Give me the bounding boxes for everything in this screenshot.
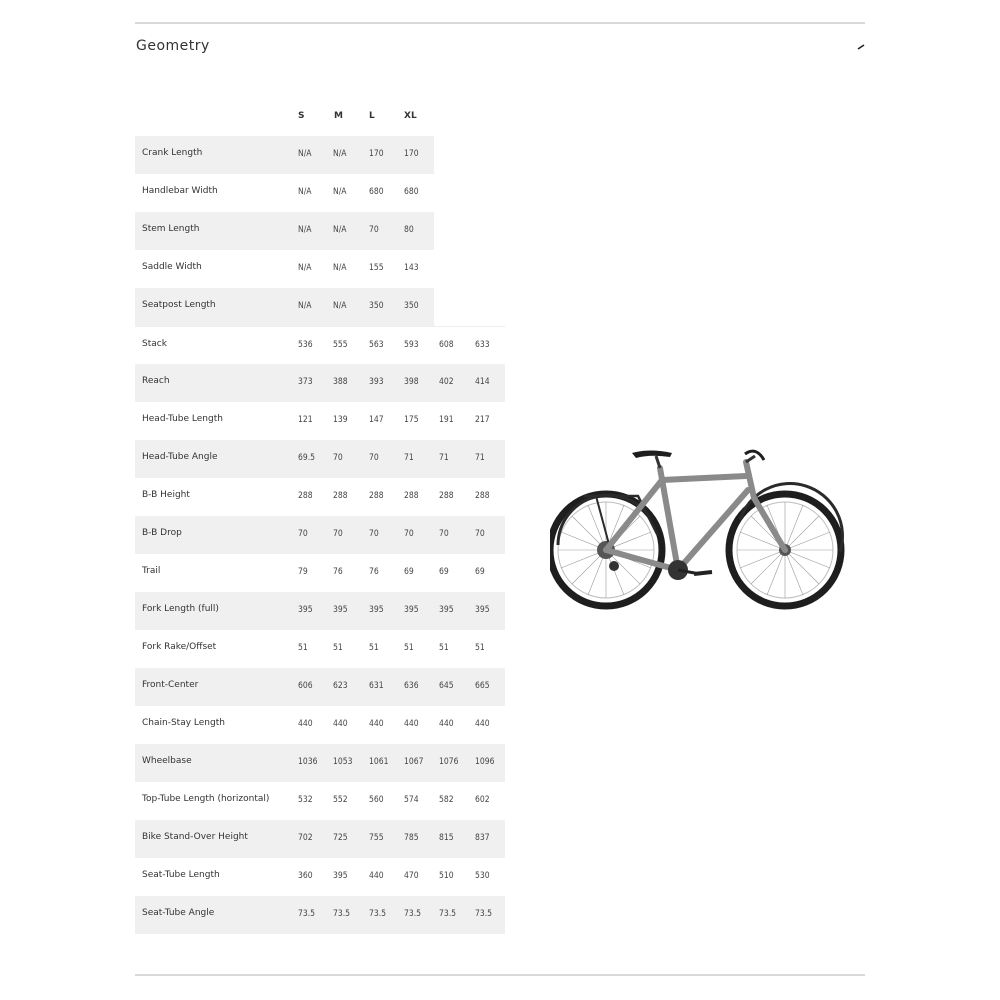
cell-value: 71 xyxy=(439,453,449,463)
row-label: Stem Length xyxy=(142,224,200,234)
cell-value: 170 xyxy=(404,149,419,159)
cell-value: 1061 xyxy=(369,757,389,767)
cell-value: 440 xyxy=(369,871,384,881)
cell-value: 633 xyxy=(475,340,490,350)
cell-value: 70 xyxy=(369,453,379,463)
cell-value: 785 xyxy=(404,833,419,843)
cell-value: 51 xyxy=(439,643,449,653)
cell-value: N/A xyxy=(333,225,347,235)
cell-value: 51 xyxy=(404,643,414,653)
row-label: B-B Height xyxy=(142,490,190,500)
row-label: Seat-Tube Length xyxy=(142,870,220,880)
cell-value: 440 xyxy=(404,719,419,729)
cell-value: 395 xyxy=(404,605,419,615)
cell-value: 388 xyxy=(333,377,348,387)
cell-value: 70 xyxy=(475,529,485,539)
cell-value: 560 xyxy=(369,795,384,805)
table-row xyxy=(135,820,505,858)
cell-value: 70 xyxy=(333,453,343,463)
cell-value: 288 xyxy=(475,491,490,501)
size-header-s: S xyxy=(298,111,305,121)
cell-value: 288 xyxy=(404,491,419,501)
cell-value: N/A xyxy=(298,263,312,273)
table-row xyxy=(135,174,434,212)
table-row xyxy=(135,896,505,934)
cell-value: 373 xyxy=(298,377,313,387)
row-label: Seat-Tube Angle xyxy=(142,908,215,918)
cell-value: 395 xyxy=(369,605,384,615)
table-row xyxy=(135,782,505,820)
table-row xyxy=(135,668,505,706)
cell-value: 350 xyxy=(404,301,419,311)
table-row xyxy=(135,516,505,554)
size-header-m: M xyxy=(334,111,343,121)
row-label: Head-Tube Angle xyxy=(142,452,218,462)
table-row xyxy=(135,212,434,250)
top-divider xyxy=(135,22,865,24)
table-row xyxy=(135,136,434,174)
cell-value: 73.5 xyxy=(298,909,316,919)
cell-value: 70 xyxy=(439,529,449,539)
table-row xyxy=(135,326,505,365)
cell-value: 414 xyxy=(475,377,490,387)
cell-value: 552 xyxy=(333,795,348,805)
cell-value: N/A xyxy=(298,301,312,311)
row-label: Bike Stand-Over Height xyxy=(142,832,248,842)
cell-value: 755 xyxy=(369,833,384,843)
table-row xyxy=(135,744,505,782)
table-row xyxy=(135,592,505,630)
row-label: Fork Length (full) xyxy=(142,604,219,614)
table-row xyxy=(135,250,434,288)
section-title: Geometry xyxy=(136,38,210,54)
cell-value: 121 xyxy=(298,415,313,425)
cell-value: 73.5 xyxy=(404,909,422,919)
cell-value: 217 xyxy=(475,415,490,425)
cell-value: 79 xyxy=(298,567,308,577)
cell-value: 155 xyxy=(369,263,384,273)
cell-value: 1053 xyxy=(333,757,353,767)
cell-value: N/A xyxy=(298,187,312,197)
cell-value: 395 xyxy=(475,605,490,615)
cell-value: 530 xyxy=(475,871,490,881)
row-label: Seatpost Length xyxy=(142,300,216,310)
row-label: Top-Tube Length (horizontal) xyxy=(142,794,270,804)
table-row xyxy=(135,288,434,326)
table-row xyxy=(135,630,505,668)
cell-value: N/A xyxy=(333,187,347,197)
row-label: Reach xyxy=(142,376,170,386)
cell-value: 563 xyxy=(369,340,384,350)
table-row xyxy=(135,554,505,592)
row-label: Trail xyxy=(142,566,161,576)
cell-value: 51 xyxy=(333,643,343,653)
cell-value: 69 xyxy=(404,567,414,577)
cell-value: 645 xyxy=(439,681,454,691)
cell-value: 440 xyxy=(369,719,384,729)
cell-value: N/A xyxy=(333,301,347,311)
cell-value: 71 xyxy=(404,453,414,463)
cell-value: 395 xyxy=(333,605,348,615)
cell-value: 1067 xyxy=(404,757,424,767)
cell-value: 360 xyxy=(298,871,313,881)
cell-value: 593 xyxy=(404,340,419,350)
cell-value: 470 xyxy=(404,871,419,881)
cell-value: 582 xyxy=(439,795,454,805)
cell-value: 73.5 xyxy=(333,909,351,919)
cell-value: 80 xyxy=(404,225,414,235)
row-label: Fork Rake/Offset xyxy=(142,642,217,652)
cell-value: 73.5 xyxy=(369,909,387,919)
cell-value: 636 xyxy=(404,681,419,691)
cell-value: 395 xyxy=(298,605,313,615)
chevron-up-icon[interactable] xyxy=(856,42,866,52)
cell-value: 69 xyxy=(439,567,449,577)
table-row xyxy=(135,402,505,440)
cell-value: 139 xyxy=(333,415,348,425)
cell-value: N/A xyxy=(333,149,347,159)
cell-value: 76 xyxy=(369,567,379,577)
row-label: Saddle Width xyxy=(142,262,202,272)
cell-value: 73.5 xyxy=(475,909,493,919)
row-label: Chain-Stay Length xyxy=(142,718,225,728)
cell-value: 70 xyxy=(333,529,343,539)
cell-value: 170 xyxy=(369,149,384,159)
row-label: Handlebar Width xyxy=(142,186,218,196)
cell-value: 350 xyxy=(369,301,384,311)
cell-value: 147 xyxy=(369,415,384,425)
cell-value: 680 xyxy=(369,187,384,197)
cell-value: 1036 xyxy=(298,757,318,767)
cell-value: 725 xyxy=(333,833,348,843)
cell-value: 1076 xyxy=(439,757,459,767)
table-row xyxy=(135,440,505,478)
cell-value: 71 xyxy=(475,453,485,463)
cell-value: N/A xyxy=(298,225,312,235)
cell-value: 602 xyxy=(475,795,490,805)
table-row xyxy=(135,706,505,744)
table-row xyxy=(135,364,505,402)
cell-value: 1096 xyxy=(475,757,495,767)
cell-value: 665 xyxy=(475,681,490,691)
cell-value: 69 xyxy=(475,567,485,577)
cell-value: 815 xyxy=(439,833,454,843)
cell-value: 402 xyxy=(439,377,454,387)
cell-value: 69.5 xyxy=(298,453,316,463)
table-row xyxy=(135,478,505,516)
cell-value: 440 xyxy=(475,719,490,729)
row-label: Crank Length xyxy=(142,148,203,158)
cell-value: 288 xyxy=(298,491,313,501)
cell-value: 73.5 xyxy=(439,909,457,919)
cell-value: 395 xyxy=(333,871,348,881)
row-label: Wheelbase xyxy=(142,756,192,766)
row-label: B-B Drop xyxy=(142,528,182,538)
cell-value: 398 xyxy=(404,377,419,387)
size-header-l: L xyxy=(369,111,375,121)
cell-value: 606 xyxy=(298,681,313,691)
cell-value: 76 xyxy=(333,567,343,577)
cell-value: 702 xyxy=(298,833,313,843)
cell-value: 440 xyxy=(439,719,454,729)
cell-value: 175 xyxy=(404,415,419,425)
cell-value: 440 xyxy=(333,719,348,729)
cell-value: 143 xyxy=(404,263,419,273)
cell-value: 532 xyxy=(298,795,313,805)
cell-value: 837 xyxy=(475,833,490,843)
bike-image xyxy=(550,440,850,620)
row-label: Head-Tube Length xyxy=(142,414,223,424)
cell-value: 440 xyxy=(298,719,313,729)
cell-value: 70 xyxy=(298,529,308,539)
table-row xyxy=(135,858,505,896)
cell-value: 555 xyxy=(333,340,348,350)
cell-value: 51 xyxy=(475,643,485,653)
cell-value: 631 xyxy=(369,681,384,691)
cell-value: 70 xyxy=(404,529,414,539)
row-label: Front-Center xyxy=(142,680,199,690)
cell-value: 70 xyxy=(369,225,379,235)
bottom-divider xyxy=(135,974,865,976)
cell-value: 288 xyxy=(439,491,454,501)
cell-value: 395 xyxy=(439,605,454,615)
cell-value: 70 xyxy=(369,529,379,539)
cell-value: 574 xyxy=(404,795,419,805)
row-label: Stack xyxy=(142,339,167,349)
cell-value: 191 xyxy=(439,415,454,425)
size-header-xl: XL xyxy=(404,111,417,121)
cell-value: 536 xyxy=(298,340,313,350)
cell-value: 623 xyxy=(333,681,348,691)
cell-value: N/A xyxy=(298,149,312,159)
cell-value: 51 xyxy=(369,643,379,653)
cell-value: 608 xyxy=(439,340,454,350)
cell-value: 288 xyxy=(369,491,384,501)
cell-value: 510 xyxy=(439,871,454,881)
cell-value: N/A xyxy=(333,263,347,273)
cell-value: 51 xyxy=(298,643,308,653)
cell-value: 393 xyxy=(369,377,384,387)
cell-value: 680 xyxy=(404,187,419,197)
cell-value: 288 xyxy=(333,491,348,501)
